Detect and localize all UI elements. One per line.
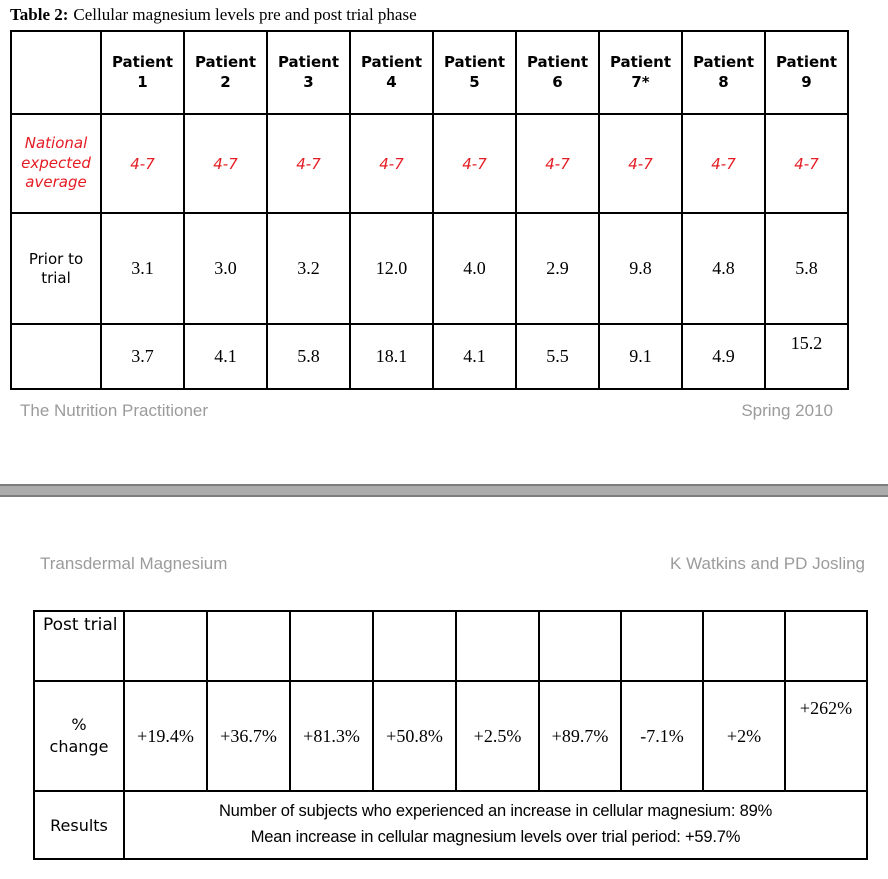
table-cell: 4-7	[516, 114, 599, 213]
row-label: Results	[34, 791, 124, 859]
row-label: % change	[34, 681, 124, 791]
table-cell: 5.8	[765, 213, 848, 324]
table-cell	[124, 611, 207, 681]
table-cell: 5.5	[516, 324, 599, 389]
table-cell: 3.1	[101, 213, 184, 324]
table-cell: 9.8	[599, 213, 682, 324]
article-title: Transdermal Magnesium	[40, 554, 228, 573]
results-line-1: Number of subjects who experienced an increase in cellular magnesium: 89%	[218, 802, 773, 821]
column-header-patient-1: Patient 1	[101, 31, 184, 114]
table-cell: 15.2	[765, 324, 848, 389]
table-cell: +2%	[703, 681, 785, 791]
table-cell: 9.1	[599, 324, 682, 389]
page2-header	[40, 554, 865, 574]
table-cell: 4-7	[267, 114, 350, 213]
table-cell	[373, 611, 456, 681]
table-cell: 4-7	[101, 114, 184, 213]
post-trial-row	[34, 611, 867, 681]
row-label: Prior to trial	[11, 213, 101, 324]
column-header-patient-7: Patient 7*	[599, 31, 682, 114]
table-caption	[10, 5, 417, 25]
post-trial-table	[33, 610, 868, 860]
national-average-row	[11, 114, 848, 213]
percent-change-row	[34, 681, 867, 791]
column-header-patient-4: Patient 4	[350, 31, 433, 114]
table-cell: 3.2	[267, 213, 350, 324]
table-cell: 4.1	[184, 324, 267, 389]
row-label: Post trial	[34, 611, 124, 681]
table-cell: 5.8	[267, 324, 350, 389]
table-cell: 18.1	[350, 324, 433, 389]
row-label: National expected average	[11, 114, 101, 213]
journal-name: The Nutrition Practitioner	[20, 401, 209, 420]
column-header-patient-8: Patient 8	[682, 31, 765, 114]
table-cell	[785, 611, 867, 681]
column-header-patient-3: Patient 3	[267, 31, 350, 114]
table-caption-label: Table 2:	[10, 5, 69, 24]
table-cell: +50.8%	[373, 681, 456, 791]
table-cell: 4.1	[433, 324, 516, 389]
column-header-patient-2: Patient 2	[184, 31, 267, 114]
table-cell: +19.4%	[124, 681, 207, 791]
table-cell	[456, 611, 539, 681]
table-cell: +2.5%	[456, 681, 539, 791]
header-row	[11, 31, 848, 114]
column-header-patient-6: Patient 6	[516, 31, 599, 114]
table-cell: 2.9	[516, 213, 599, 324]
table-cell: 4-7	[599, 114, 682, 213]
table-cell	[621, 611, 703, 681]
table-cell: +89.7%	[539, 681, 621, 791]
table-cell: 4.8	[682, 213, 765, 324]
table-cell	[703, 611, 785, 681]
table-cell: +81.3%	[290, 681, 373, 791]
table-cell: 4-7	[184, 114, 267, 213]
corner-cell	[11, 31, 101, 114]
table-cell	[290, 611, 373, 681]
column-header-patient-9: Patient 9	[765, 31, 848, 114]
issue-label: Spring 2010	[741, 401, 833, 420]
row-label	[11, 324, 101, 389]
table-cell: +36.7%	[207, 681, 290, 791]
table-cell: 3.7	[101, 324, 184, 389]
table-cell: 4.9	[682, 324, 765, 389]
column-header-patient-5: Patient 5	[433, 31, 516, 114]
table-cell	[207, 611, 290, 681]
table-cell: -7.1%	[621, 681, 703, 791]
prior-to-trial-row	[11, 213, 848, 324]
table-caption-text: Cellular magnesium levels pre and post trial phase	[73, 5, 417, 24]
table-cell: 12.0	[350, 213, 433, 324]
pre-trial-table	[10, 30, 849, 390]
results-row	[34, 791, 867, 859]
table-cell: +262%	[785, 681, 867, 791]
page1-footer	[20, 401, 833, 421]
authors-label: K Watkins and PD Josling	[670, 554, 865, 573]
table-cell: 4-7	[765, 114, 848, 213]
results-line-2: Mean increase in cellular magnesium levels over trial period: +59.7%	[250, 828, 741, 846]
table-cell: 4.0	[433, 213, 516, 324]
post-trial-values-row	[11, 324, 848, 389]
table-cell: 4-7	[350, 114, 433, 213]
results-summary-cell	[124, 791, 867, 859]
table-cell: 3.0	[184, 213, 267, 324]
table-cell: 4-7	[433, 114, 516, 213]
table-cell	[539, 611, 621, 681]
page-break-divider	[0, 484, 888, 497]
table-cell: 4-7	[682, 114, 765, 213]
